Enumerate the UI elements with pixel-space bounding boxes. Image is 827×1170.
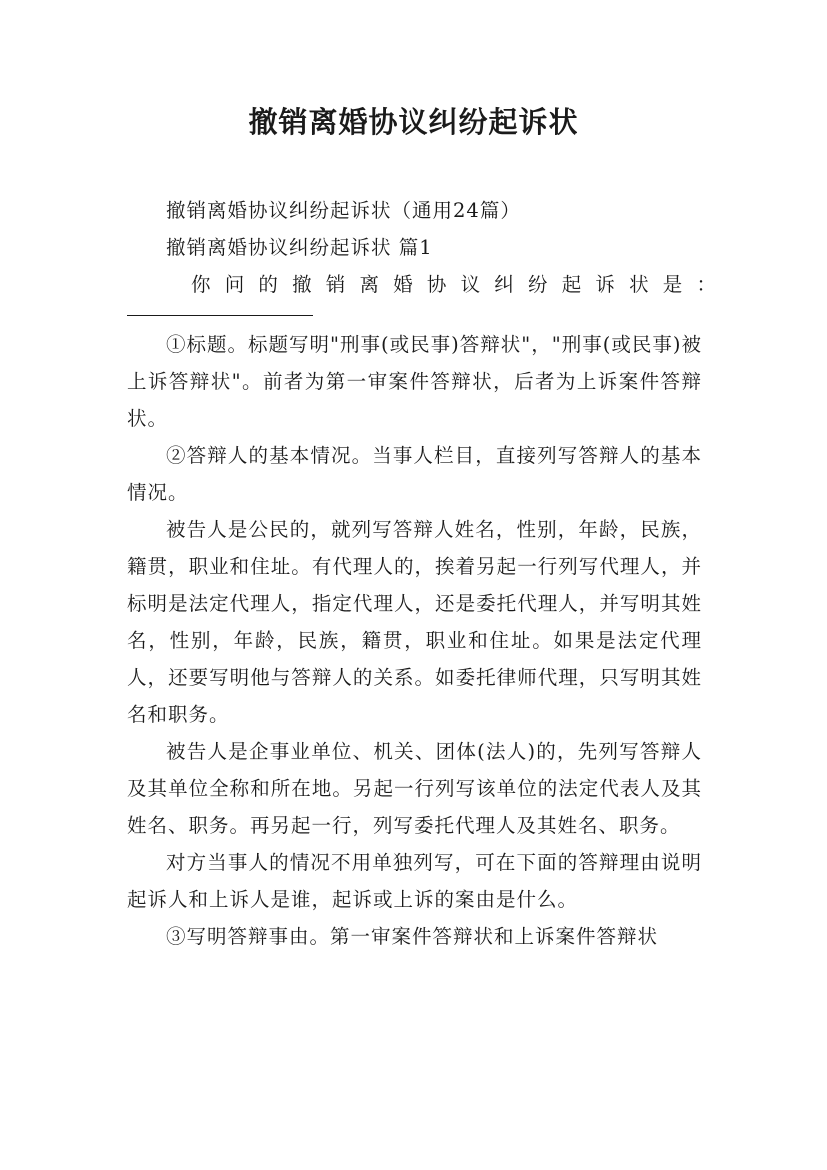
intro-line: 你问的撤销离婚协议纠纷起诉状是： [191, 273, 731, 296]
document-subtitle: 撤销离婚协议纠纷起诉状（通用24篇） [166, 199, 521, 222]
paragraph-respondent-info: ②答辩人的基本情况。当事人栏目，直接列写答辩人的基本情况。 [127, 444, 702, 504]
paragraph-citizen-defendant: 被告人是公民的，就列写答辩人姓名，性别，年龄，民族，籍贯，职业和住址。有代理人的，挨着另起一行列写代理人，并标明是法定代理人，指定代理人，还是委托代理人，并写明其姓名，性别，年龄，民族，籍贯，职业和住址。如果是法定代理人，还要写明他与答辩人的关系。如委托律师代理，只写明其姓名和职务。 [127, 518, 702, 726]
paragraph-entity-defendant: 被告人是企事业单位、机关、团体(法人)的，先列写答辩人及其单位全称和所在地。另起一行列写该单位的法定代表人及其姓名、职务。再另起一行，列写委托代理人及其姓名、职务。 [127, 740, 702, 837]
paragraph-title-rule: ①标题。标题写明"刑事(或民事)答辩状"，"刑事(或民事)被上诉答辩状"。前者为第一审案件答辩状，后者为上诉案件答辩状。 [127, 333, 702, 430]
answer-blank-line [127, 315, 313, 316]
paragraph-other-party: 对方当事人的情况不用单独列写，可在下面的答辩理由说明起诉人和上诉人是谁，起诉或上诉的案由是什么。 [127, 851, 702, 911]
document-body [127, 192, 731, 955]
paragraph-defense-reason: ③写明答辩事由。第一审案件答辩状和上诉案件答辩状 [166, 925, 659, 948]
document-title: 撤销离婚协议纠纷起诉状 [248, 105, 579, 139]
section-heading: 撤销离婚协议纠纷起诉状 篇1 [166, 236, 433, 259]
